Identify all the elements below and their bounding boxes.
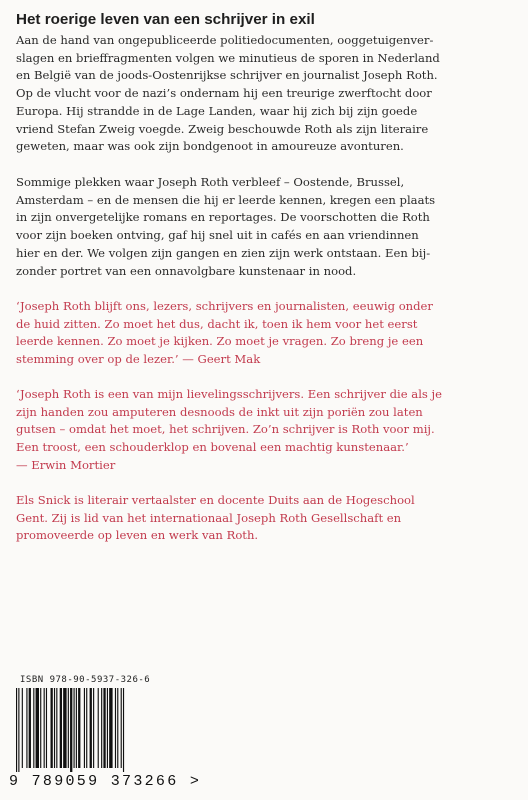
barcode-icon [14,688,174,772]
barcode-bar [117,688,118,768]
barcode-bar [60,688,62,768]
text-line: Els Snick is literair vertaalster en docente Duits aan de Hogeschool [16,493,415,507]
text-line: geweten, maar was ook zijn bondgenoot in amoureuze avonturen. [16,139,404,154]
text-line: Op de vlucht voor de nazi’s ondernam hij een treurige zwerftocht door [16,86,432,101]
barcode-bar [121,688,122,768]
text-line: en België van de joods-Oostenrijkse schrijver en journalist Joseph Roth. [16,68,438,83]
text-line: leerde kennen. Zo moet je kijken. Zo moet je vragen. Zo breng je een [16,334,424,349]
text-line: zonder portret van een onnavolgbare kunstenaar in nood. [16,263,357,278]
barcode-bar [33,688,34,768]
text-line: Sommige plekken waar Joseph Roth verbleef – Oostende, Brussel, [16,175,405,189]
barcode-bar [93,688,94,768]
barcode-bar [68,688,69,768]
text-line: — Erwin Mortier [16,457,116,472]
isbn-label: ISBN 978-90-5937-326-6 [20,675,151,685]
barcode-bar [78,688,80,768]
text-line: hier en der. We volgen zijn gangen en zien zijn werk ontstaan. Een bij- [16,245,431,260]
barcode-bar [18,688,19,772]
text-line: promoveerde op leven en werk van Roth. [16,528,259,543]
barcode-bar [26,688,27,768]
barcode-bar [29,688,31,768]
barcode-bar [46,688,47,768]
barcode-bar [103,688,105,768]
text-line: Amsterdam – en de mensen die hij er leerde kennen, kregen een plaats [16,192,436,207]
barcode-bar [16,688,17,772]
text-line: voor zijn boeken ontving, gaf hij snel uit in cafés en aan vriendinnen [16,228,419,243]
text-line: slagen en brieffragmenten volgen we minutieus de sporen in Nederland [16,50,440,65]
barcode-bar [63,688,66,768]
text-line: de huid zitten. Zo moet het dus, dacht ik, toen ik hem voor het eerst [16,316,418,331]
barcode-bar [56,688,57,768]
blurb-paragraph-1 [16,32,516,156]
barcode-bar [44,688,45,768]
barcode-bar [51,688,53,768]
barcode-bar [90,688,92,768]
barcode-bar [109,688,112,768]
text-line: gutsen – omdat het moet, het schrijven. Zo’n schrijver is Roth voor mij. [16,422,435,437]
barcode-bar [54,688,55,768]
quote-erwin-mortier [16,386,516,475]
barcode-bar [98,688,99,768]
blurb-paragraph-2 [16,174,516,280]
barcode-bar [86,688,87,768]
text-line: ‘Joseph Roth blijft ons, lezers, schrijvers en journalisten, eeuwig onder [16,299,433,313]
barcode-bar [115,688,116,768]
barcode-bar [76,688,77,768]
text-line: in zijn onvergetelijke romans en reportages. De voorschotten die Roth [16,210,430,225]
barcode-bar [74,688,75,768]
barcode-bar [84,688,85,768]
text-line: Een troost, een schouderklop en bovenal een machtig kunstenaar.’ [16,440,409,455]
text-line: vriend Stefan Zweig voegde. Zweig beschouwde Roth als zijn literaire [16,121,429,136]
text-line: Gent. Zij is lid van het internationaal Joseph Roth Gesellschaft en [16,510,402,525]
author-bio [16,492,516,545]
text-line: ‘Joseph Roth is een van mijn lievelingsschrijvers. Een schrijver die als je [16,387,442,401]
barcode-bar [123,688,124,772]
barcode-bar [22,688,23,768]
isbn-digits: 9 789059 373266 > [9,773,202,790]
text-line: zijn handen zou amputeren desnoods de inkt uit zijn poriën zou laten [16,404,423,419]
barcode-bar [107,688,108,768]
text-line: Europa. Hij strandde in de Lage Landen, waar hij zich bij zijn goede [16,103,418,118]
barcode-bar [101,688,102,768]
barcode-bar [36,688,39,768]
barcode-bar [70,688,72,772]
text-line: stemming over op de lezer.’ — Geert Mak [16,352,261,367]
book-title: Het roerige leven van een schrijver in exil [16,11,315,28]
text-line: Aan de hand van ongepubliceerde politiedocumenten, ooggetuigenver- [16,33,434,47]
barcode-bar [40,688,41,768]
quote-geert-mak [16,298,516,369]
